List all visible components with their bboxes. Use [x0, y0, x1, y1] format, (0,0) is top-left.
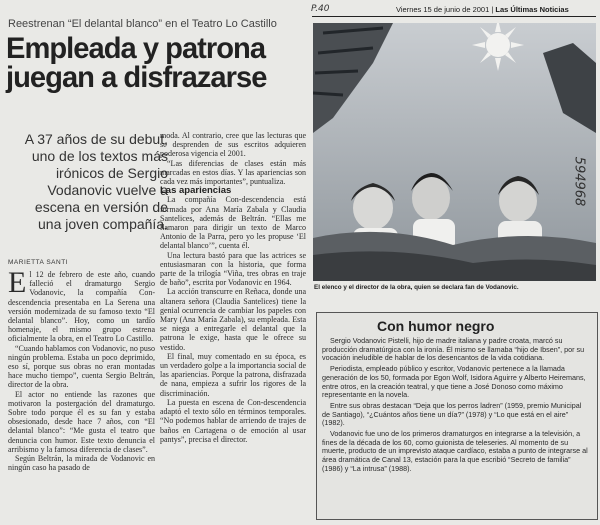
headline: Empleada y patrona juegan a disfrazarse: [6, 32, 267, 94]
paragraph: Periodista, empleado público y escritor, Vodanovic pertenece a la llamada generación de los 50, formada por Egon Wolf, Isidora Aguirre y Alberto Heiremans, entre otros, en la creación teatral, y que tiene a José Donoso como máximo representante en la novela.: [322, 364, 586, 400]
sidebar-text: [322, 337, 590, 476]
paragraph: El actor no entiende las razones que motivaron la postergación del dramaturgo. Sobre todo porque él es su fan y estaba obsesionado, desde hace 7 años, con “El delantal blanco”: “Me gusta el teatro que denuncia con humor. Este texto denuncia el arribismo y la famosa diferencia de clases”.: [8, 389, 155, 454]
dateline: [396, 5, 569, 14]
paragraph: El 12 de febrero de este año, cuando falleció el dramaturgo Sergio Vodanovic, la compañía Con-descendencia presentaba en La Serena una versión modernizada de su famoso texto “El delantal blanco”. Hoy, como un tardío homenaje, el mismo grupo estrena oficialmente la obra, en el Teatro Lo Castillo.: [8, 270, 155, 344]
photo-caption: El elenco y el director de la obra, quien se declara fan de Vodanovic.: [314, 284, 519, 291]
drop-cap: E: [8, 270, 27, 299]
paragraph: El final, muy comentado en su época, es un verdadero golpe a la importancia social de las apariencias. Porque la patrona, disfrazada de nana, empieza a sufrir los rigores de la discriminación.: [160, 351, 306, 398]
sidebar-box: [316, 312, 598, 520]
paragraph: moda. Al contrario, cree que las lecturas que se desprenden de sus escritos adquieren poderosa vigencia el 2001.: [160, 131, 306, 159]
paragraph: La compañía Con-descendencia está formada por Ana María Zabala y Claudia Santelices, además de Beltrán. “Ellas me llamaron para dirigir un texto de Marco Antonio de la Parra, pero yo les propuse ‘El delantal blanco’”, cuenta él.: [160, 195, 306, 251]
paragraph: La puesta en escena de Con-descendencia adaptó el texto sólo en términos temporales. “No podemos hablar de arriendo de trajes de baños en Cartagena o de emoción al usar pantys”, precisa el director.: [160, 397, 306, 444]
paragraph: “Las diferencias de clases están más marcadas en estos días. Y las apariencias son cada vez más importantes”, puntualiza.: [160, 158, 306, 187]
paragraph: Entre sus obras destacan “Deja que los perros ladren” (1959, premio Municipal de Santiago), “¿Cuántos años tiene un día?” (1978) y “Lo que está en el aire” (1982).: [322, 400, 582, 428]
newspaper-name: Las Últimas Noticias: [495, 5, 569, 14]
dateline-date: Viernes 15 de junio de 2001 |: [396, 5, 494, 14]
column-2: [160, 131, 306, 521]
handwritten-page-number: P.40: [311, 4, 330, 14]
column-1: [8, 270, 155, 522]
kicker: Reestrenan “El delantal blanco” en el Teatro Lo Castillo: [8, 18, 277, 30]
paragraph: Según Beltrán, la mirada de Vodanovic en ningún caso ha pasado de: [8, 454, 155, 473]
deck: A 37 años de su debut, uno de los textos más irónicos de Sergio Vodanovic vuelve a escena en versión de una joven compañía.: [24, 131, 168, 232]
paragraph: “Cuando hablamos con Vodanovic, no puso ningún problema. Estaba un poco deprimido, eso sí, porque sus obras no eran montadas hace mucho tiempo”, cuenta Sergio Beltrán, director de la obra.: [8, 343, 155, 390]
cast-photo: [313, 23, 596, 281]
paragraph: La acción transcurre en Reñaca, donde una altanera señora (Claudia Santelices) tiene la genial ocurrencia de cambiar los papeles con Mary (Ana María Zabala), su empleada. Esta se niega a entregarle el delantal que la patrona le exige, hasta que le ofrece su vestido.: [160, 287, 306, 352]
paragraph: Una lectura bastó para que las actrices se entusiasmaran con la historia, que forma parte de la trilogía “Viña, tres obras en traje de baño”, escrita por Vodanovic en 1964.: [160, 250, 306, 288]
archive-number: 594968: [571, 156, 587, 207]
header-rule: [312, 16, 596, 17]
cast-photo-illustration: [313, 23, 596, 281]
paragraph: Sergio Vodanovic Pistelli, hijo de madre italiana y padre croata, marcó su producción dramatúrgica con la ironía. Él mismo se llamaba “hijo de Ibsen”, por su vocación ineludible de hablar de los desencantos de la vida cotidiana.: [322, 336, 585, 363]
byline: MARIETTA SANTI: [8, 259, 68, 266]
paragraph: Vodanovic fue uno de los primeros dramaturgos en integrarse a la televisión, a fines de la década de los 60, como guionista de teleseries. Al momento de su muerte, producto de un imprevisto ataque cardíaco, estaba a punto de integrarse al área dramática de Canal 13, estación para la que escribió “Secreto de familia” (1986) y “La intrusa” (1988).: [322, 429, 588, 473]
section-subhead: Las apariencias: [160, 185, 232, 197]
archive-stamp: [572, 150, 592, 220]
sidebar-title: Con humor negro: [377, 318, 495, 334]
